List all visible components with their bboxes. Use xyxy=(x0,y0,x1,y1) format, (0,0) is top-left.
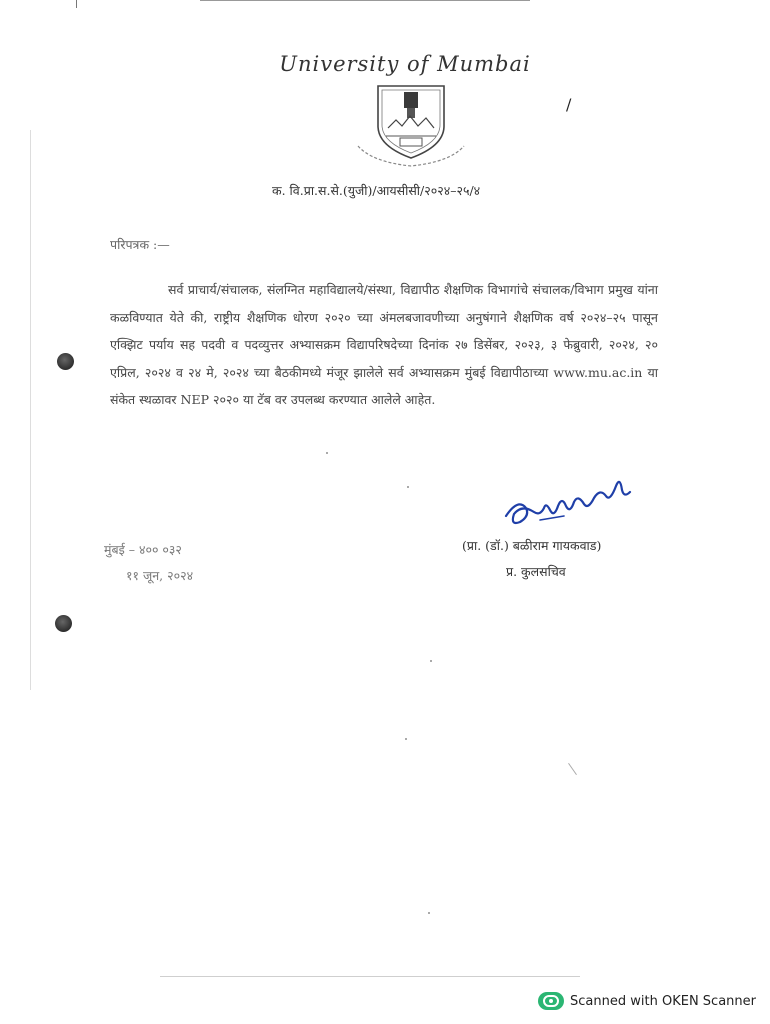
scan-top-edge xyxy=(200,0,530,1)
punch-hole-top xyxy=(57,353,74,370)
scan-speck xyxy=(405,738,407,740)
letterhead-title: University of Mumbai xyxy=(279,52,531,76)
scan-speck xyxy=(407,486,409,488)
oken-scanner-logo-icon xyxy=(538,992,564,1010)
scanner-watermark-label: Scanned with OKEN Scanner xyxy=(570,993,756,1009)
circular-heading: परिपत्रक :— xyxy=(110,237,170,252)
scan-speck xyxy=(326,452,328,454)
punch-hole-bottom xyxy=(55,615,72,632)
handwritten-signature xyxy=(500,468,635,530)
scan-speck xyxy=(428,912,430,914)
scanner-watermark xyxy=(538,990,756,1012)
circular-body-text: सर्व प्राचार्य/संचालक, संलग्नित महाविद्यालये/संस्था, विद्यापीठ शैक्षणिक विभागांचे संचालक/विभाग प्रमुख यांना कळविण्यात येते की, राष्ट्रीय शैक्षणिक धोरण २०२० च्या अंमलबजावणीच्या अनुषंगाने शैक्षणिक वर्ष २०२४–२५ पासून एक्झिट पर्याय सह पदवी व पदव्युत्तर अभ्यासक्रम विद्यापरिषदेच्या दिनांक २७ डिसेंबर, २०२३, ३ फेब्रुवारी, २०२४, २० एप्रिल, २०२४ व २४ मे, २०२४ च्या बैठकीमध्ये मंजूर झालेले सर्व अभ्यासक्रम मुंबई विद्यापीठाच्या www.mu.ac.in या संकेत स्थळावर NEP २०२० या टॅब वर उपलब्ध करण्यात आलेले आहेत. xyxy=(110,282,658,407)
signatory-name: (प्रा. (डॉ.) बळीराम गायकवाड) xyxy=(462,538,602,553)
tick-mark: / xyxy=(566,95,572,114)
university-crest-icon xyxy=(352,80,470,170)
scan-speck xyxy=(430,660,432,662)
scan-bottom-edge xyxy=(160,976,580,977)
reference-number: क. वि.प्रा.स.से.(युजी)/आयसीसी/२०२४–२५/४ xyxy=(272,183,481,198)
page-left-shadow xyxy=(30,130,31,690)
signatory-designation: प्र. कुलसचिव xyxy=(506,564,566,579)
place-line: मुंबई – ४०० ०३२ xyxy=(104,542,182,557)
scan-scratch xyxy=(568,763,577,775)
scan-left-mark xyxy=(76,0,77,8)
date-line: ११ जून, २०२४ xyxy=(126,568,194,583)
